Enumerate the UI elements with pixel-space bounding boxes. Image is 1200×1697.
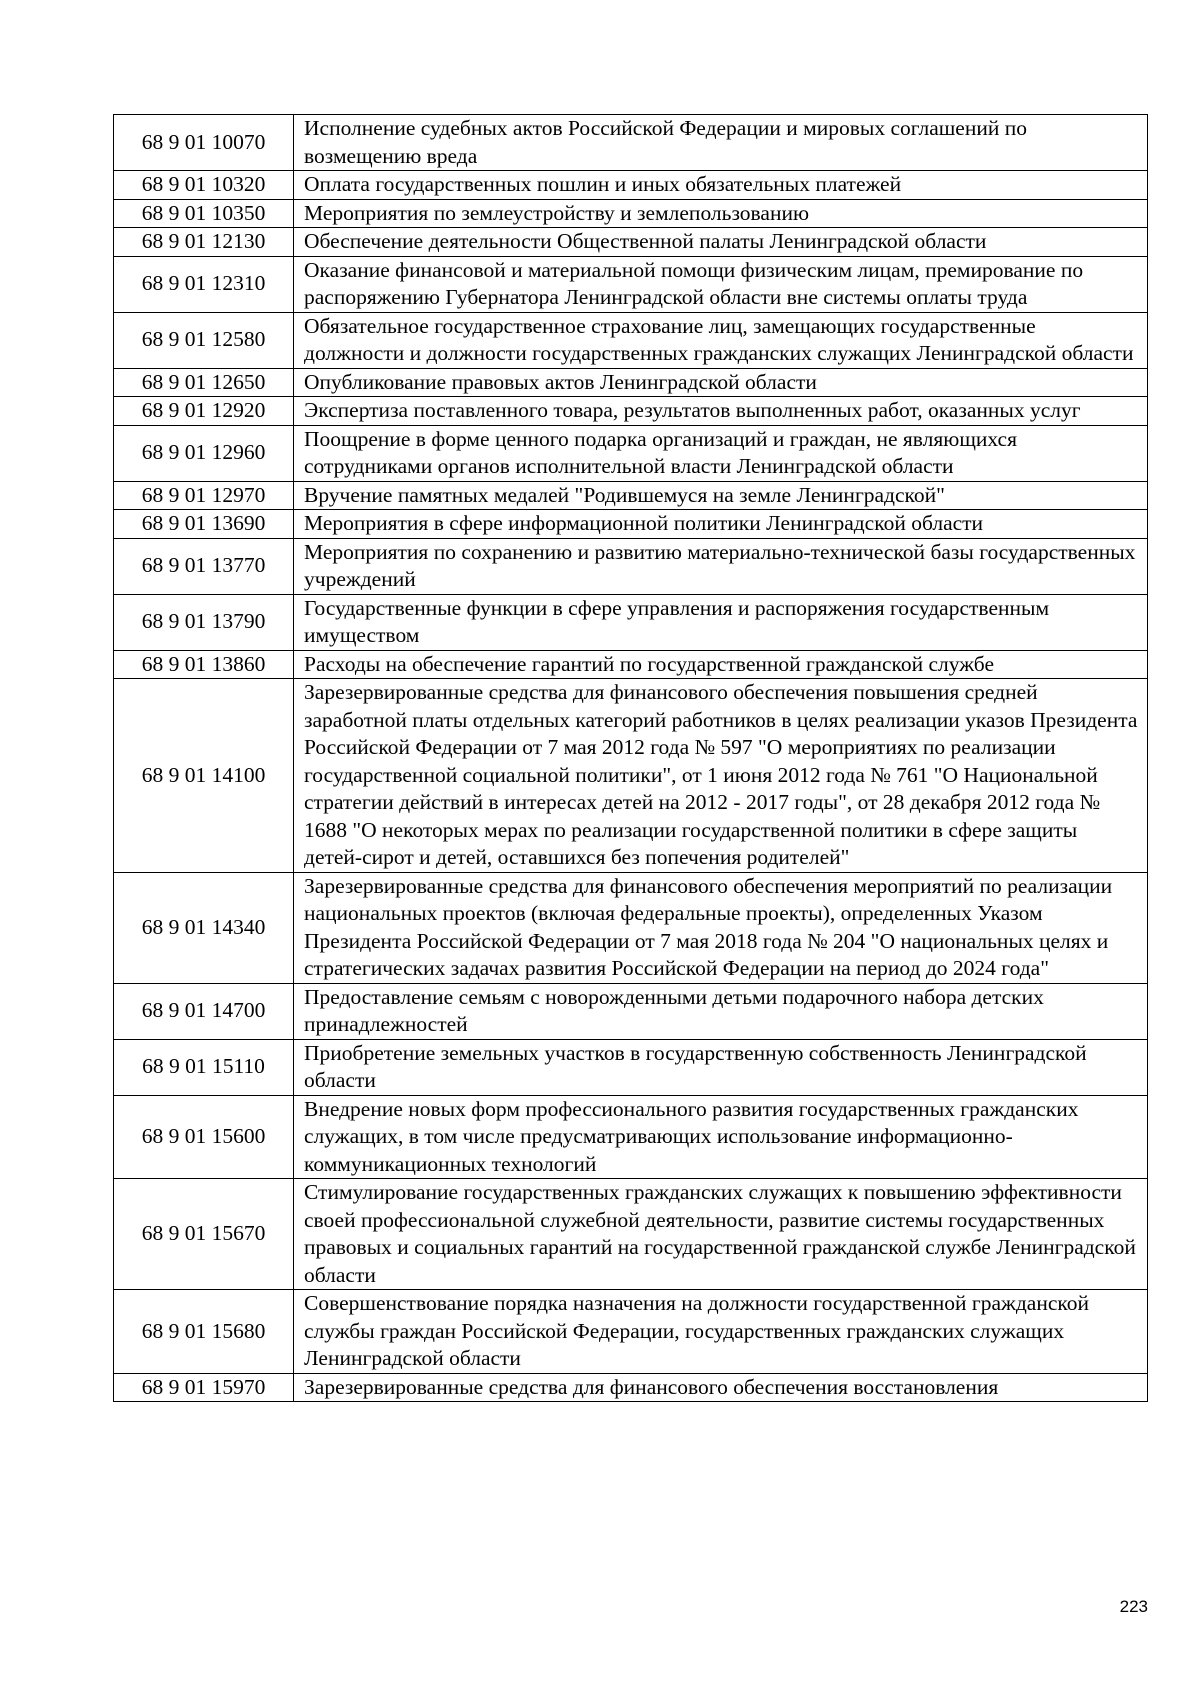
description-cell: Вручение памятных медалей "Родившемуся на земле Ленинградской" — [294, 481, 1148, 510]
description-cell: Зарезервированные средства для финансового обеспечения повышения средней заработной платы отдельных категорий работников в целях реализации указов Президента Российской Федерации от 7 мая 2012 года № 597 "О мероприятиях по реализации государственной социальной политики", от 1 июня 2012 года № 761 "О Национальной стратегии действий в интересах детей на 2012 - 2017 годы", от 28 декабря 2012 года № 1688 "О некоторых мерах по реализации государственной политики в сфере защиты детей-сирот и детей, оставшихся без попечения родителей" — [294, 679, 1148, 873]
description-cell: Внедрение новых форм профессионального развития государственных гражданских служащих, в том числе предусматривающих использование информационно-коммуникационных технологий — [294, 1095, 1148, 1179]
table-row — [114, 983, 1148, 1039]
description-cell: Зарезервированные средства для финансового обеспечения мероприятий по реализации национальных проектов (включая федеральные проекты), определенных Указом Президента Российской Федерации от 7 мая 2018 года № 204 "О национальных целях и стратегических задачах развития Российской Федерации на период до 2024 года" — [294, 872, 1148, 983]
budget-code-cell: 68 9 01 15670 — [114, 1179, 294, 1290]
table-body — [114, 115, 1148, 1402]
description-cell: Обеспечение деятельности Общественной палаты Ленинградской области — [294, 228, 1148, 257]
table-row — [114, 1179, 1148, 1290]
budget-code-cell: 68 9 01 12960 — [114, 425, 294, 481]
budget-code-cell: 68 9 01 10350 — [114, 199, 294, 228]
description-cell: Оплата государственных пошлин и иных обязательных платежей — [294, 171, 1148, 200]
budget-code-cell: 68 9 01 12580 — [114, 312, 294, 368]
table-row — [114, 256, 1148, 312]
budget-code-cell: 68 9 01 12970 — [114, 481, 294, 510]
description-cell: Поощрение в форме ценного подарка организаций и граждан, не являющихся сотрудниками органов исполнительной власти Ленинградской области — [294, 425, 1148, 481]
budget-code-cell: 68 9 01 12310 — [114, 256, 294, 312]
budget-codes-table — [113, 114, 1148, 1402]
description-cell: Совершенствование порядка назначения на должности государственной гражданской службы граждан Российской Федерации, государственных гражданских служащих Ленинградской области — [294, 1290, 1148, 1374]
budget-code-cell: 68 9 01 13770 — [114, 538, 294, 594]
description-cell: Мероприятия по сохранению и развитию материально-технической базы государственных учреждений — [294, 538, 1148, 594]
table-row — [114, 1373, 1148, 1402]
description-cell: Зарезервированные средства для финансового обеспечения восстановления — [294, 1373, 1148, 1402]
description-cell: Опубликование правовых актов Ленинградской области — [294, 368, 1148, 397]
table-row — [114, 679, 1148, 873]
budget-code-cell: 68 9 01 12130 — [114, 228, 294, 257]
description-cell: Государственные функции в сфере управления и распоряжения государственным имуществом — [294, 594, 1148, 650]
table-row — [114, 1095, 1148, 1179]
budget-code-cell: 68 9 01 10320 — [114, 171, 294, 200]
table-row — [114, 872, 1148, 983]
description-cell: Исполнение судебных актов Российской Федерации и мировых соглашений по возмещению вреда — [294, 115, 1148, 171]
budget-code-cell: 68 9 01 14340 — [114, 872, 294, 983]
table-row — [114, 1039, 1148, 1095]
description-cell: Мероприятия по землеустройству и землепользованию — [294, 199, 1148, 228]
table-row — [114, 1290, 1148, 1374]
budget-code-cell: 68 9 01 13790 — [114, 594, 294, 650]
budget-code-cell: 68 9 01 14700 — [114, 983, 294, 1039]
description-cell: Стимулирование государственных гражданских служащих к повышению эффективности своей профессиональной служебной деятельности, развитие системы государственных правовых и социальных гарантий на государственной гражданской службе Ленинградской области — [294, 1179, 1148, 1290]
budget-code-cell: 68 9 01 12650 — [114, 368, 294, 397]
table-row — [114, 594, 1148, 650]
table-row — [114, 650, 1148, 679]
page-number: 223 — [1119, 1597, 1148, 1616]
table-row — [114, 228, 1148, 257]
description-cell: Оказание финансовой и материальной помощи физическим лицам, премирование по распоряжению Губернатора Ленинградской области вне системы оплаты труда — [294, 256, 1148, 312]
description-cell: Обязательное государственное страхование лиц, замещающих государственные должности и должности государственных гражданских служащих Ленинградской области — [294, 312, 1148, 368]
description-cell: Экспертиза поставленного товара, результатов выполненных работ, оказанных услуг — [294, 397, 1148, 426]
description-cell: Приобретение земельных участков в государственную собственность Ленинградской области — [294, 1039, 1148, 1095]
table-row — [114, 397, 1148, 426]
budget-code-cell: 68 9 01 15600 — [114, 1095, 294, 1179]
budget-code-cell: 68 9 01 15970 — [114, 1373, 294, 1402]
table-row — [114, 510, 1148, 539]
table-row — [114, 425, 1148, 481]
table-row — [114, 312, 1148, 368]
table-row — [114, 368, 1148, 397]
description-cell: Расходы на обеспечение гарантий по государственной гражданской службе — [294, 650, 1148, 679]
budget-code-cell: 68 9 01 12920 — [114, 397, 294, 426]
table-row — [114, 481, 1148, 510]
budget-code-cell: 68 9 01 13860 — [114, 650, 294, 679]
table-row — [114, 199, 1148, 228]
budget-code-cell: 68 9 01 14100 — [114, 679, 294, 873]
budget-code-cell: 68 9 01 15680 — [114, 1290, 294, 1374]
table-row — [114, 538, 1148, 594]
budget-code-cell: 68 9 01 15110 — [114, 1039, 294, 1095]
description-cell: Предоставление семьям с новорожденными детьми подарочного набора детских принадлежностей — [294, 983, 1148, 1039]
table-row — [114, 115, 1148, 171]
budget-code-cell: 68 9 01 13690 — [114, 510, 294, 539]
table-row — [114, 171, 1148, 200]
budget-code-cell: 68 9 01 10070 — [114, 115, 294, 171]
description-cell: Мероприятия в сфере информационной политики Ленинградской области — [294, 510, 1148, 539]
